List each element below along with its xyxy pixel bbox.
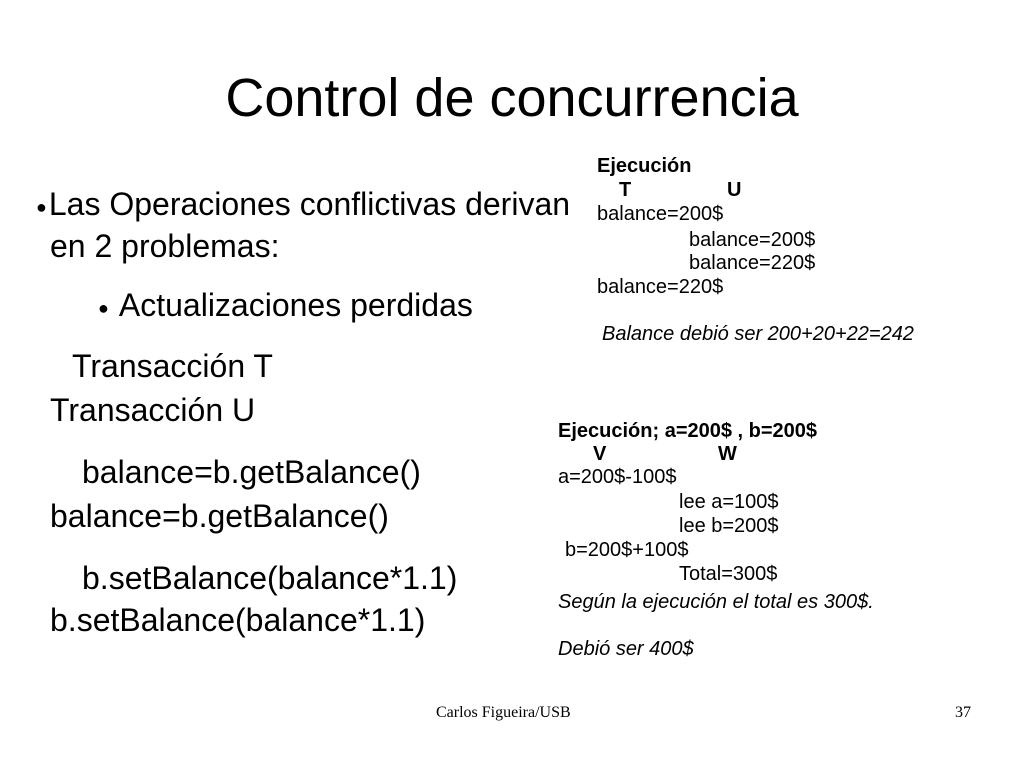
bullet-conflicting-ops (36, 184, 570, 227)
page-number: 37 (955, 704, 971, 721)
exec2-row-v1: a=200$-100$ (558, 466, 677, 488)
exec2-row-w2: lee b=200$ (679, 515, 779, 537)
set-balance-u: b.setBalance(balance*1.1) (50, 602, 426, 638)
exec2-col-v: V (593, 443, 607, 465)
sub-bullet-lost-updates (98, 285, 473, 328)
exec1-heading: Ejecución (597, 155, 692, 177)
bullet-text: Las Operaciones conflictivas derivan (48, 186, 571, 222)
exec2-col-w: W (718, 443, 737, 465)
exec2-heading: Ejecución; a=200$ , b=200$ (558, 420, 818, 442)
get-balance-t: balance=b.getBalance() (82, 454, 421, 490)
exec1-row-t2: balance=220$ (597, 276, 724, 298)
set-balance-t: b.setBalance(balance*1.1) (82, 560, 458, 596)
exec2-row-v2: b=200$+100$ (565, 539, 689, 561)
bullet-dot-icon: ● (98, 297, 109, 318)
slide-title: Control de concurrencia (225, 68, 799, 128)
exec1-row-u1: balance=200$ (689, 229, 816, 251)
exec2-row-w1: lee a=100$ (679, 491, 779, 513)
exec1-note: Balance debió ser 200+20+22=242 (602, 323, 914, 345)
transaction-u-label: Transacción U (50, 392, 256, 428)
footer-author: Carlos Figueira/USB (436, 704, 571, 721)
get-balance-u: balance=b.getBalance() (50, 498, 389, 534)
exec1-col-t: T (619, 179, 632, 201)
bullet-dot-icon: ● (36, 196, 47, 217)
bullet-continuation: en 2 problemas: (50, 228, 280, 264)
exec2-row-w3: Total=300$ (679, 563, 778, 585)
exec1-col-u: U (727, 179, 742, 201)
exec2-note-expected: Debió ser 400$ (558, 638, 694, 660)
exec1-row-u2: balance=220$ (689, 252, 816, 274)
sub-bullet-text: Actualizaciones perdidas (118, 287, 473, 323)
exec2-note-result: Según la ejecución el total es 300$. (558, 591, 874, 613)
exec1-row-t1: balance=200$ (597, 203, 724, 225)
transaction-t-label: Transacción T (72, 348, 273, 384)
